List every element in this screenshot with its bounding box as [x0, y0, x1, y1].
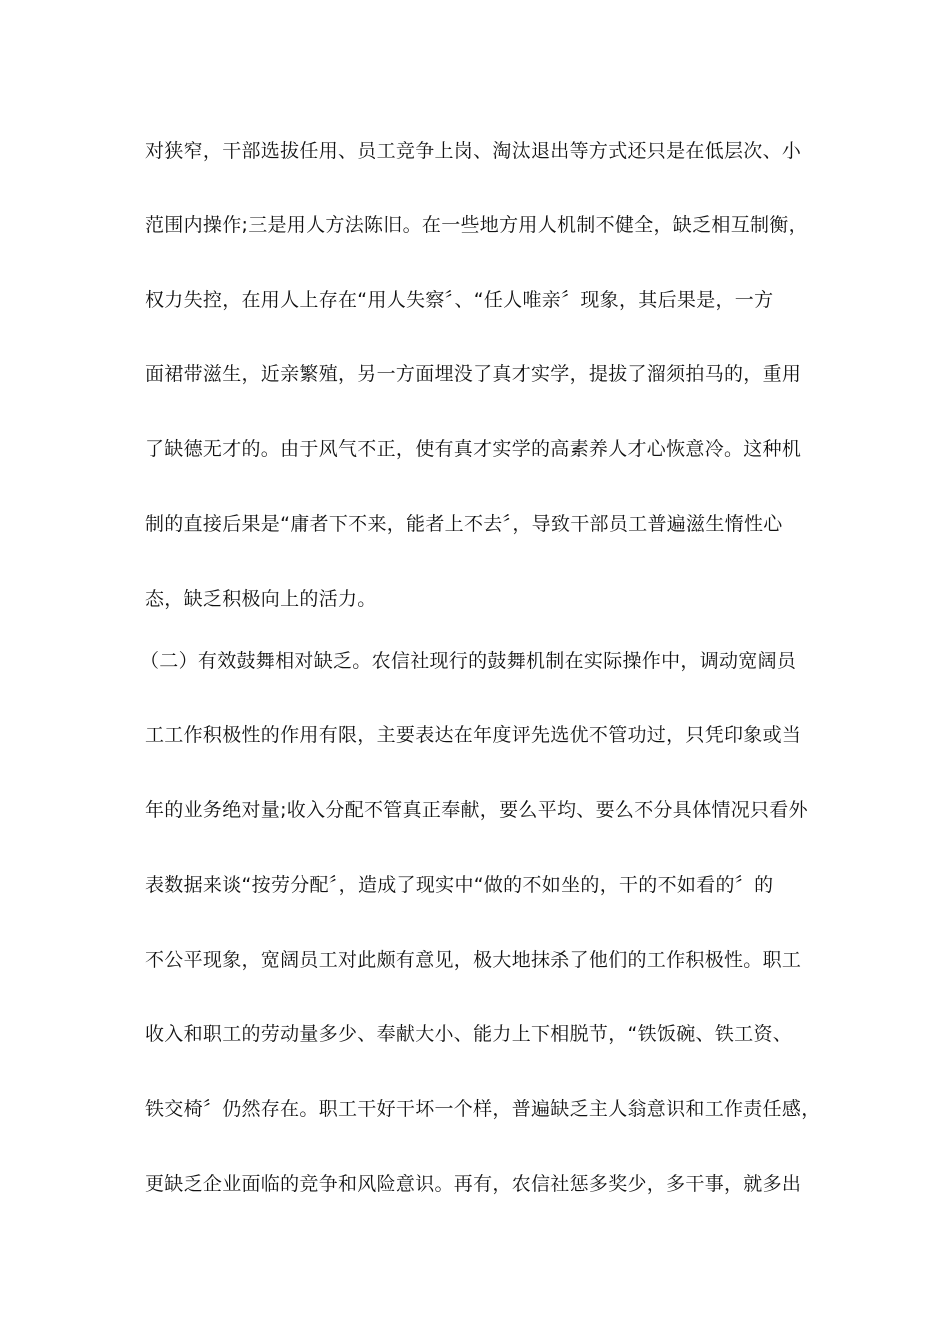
- text-line: 权力失控，在用人上存在“用人失察〞、“任人唯亲〞现象，其后果是，一方: [145, 289, 774, 311]
- text-line: 更缺乏企业面临的竞争和风险意识。再有，农信社惩多奖少，多干事，就多出: [145, 1173, 802, 1195]
- text-line: 对狭窄，干部选拔任用、员工竞争上岗、淘汰退出等方式还只是在低层次、小: [145, 140, 802, 162]
- text-line: 工工作积极性的作用有限，主要表达在年度评先选优不管功过，只凭印象或当: [145, 724, 802, 746]
- paragraph-heading-line: （二）有效鼓舞相对缺乏。农信社现行的鼓舞机制在实际操作中，调动宽阔员: [140, 650, 797, 672]
- text-line: 制的直接后果是“庸者下不来，能者上不去〞，导致干部员工普遍滋生惰性心: [145, 513, 783, 535]
- text-line: 面裙带滋生，近亲繁殖，另一方面埋没了真才实学，提拔了溜须拍马的，重用: [145, 363, 802, 385]
- text-line: 不公平现象，宽阔员工对此颇有意见，极大地抹杀了他们的工作积极性。职工: [145, 949, 802, 971]
- text-line: 了缺德无才的。由于风气不正，使有真才实学的高素养人才心恢意冷。这种机: [145, 438, 802, 460]
- text-line: 年的业务绝对量;收入分配不管真正奉献，要么平均、要么不分具体情况只看外: [145, 799, 808, 821]
- text-line: 铁交椅〞仍然存在。职工干好干坏一个样，普遍缺乏主人翁意识和工作责任感，: [145, 1098, 821, 1120]
- text-line: 态，缺乏积极向上的活力。: [145, 588, 377, 610]
- text-line: 收入和职工的劳动量多少、奉献大小、能力上下相脱节，“铁饭碗、铁工资、: [145, 1023, 793, 1045]
- text-line: 表数据来谈“按劳分配〞，造成了现实中“做的不如坐的，干的不如看的〞的: [145, 874, 774, 896]
- text-line: 范围内操作;三是用人方法陈旧。在一些地方用人机制不健全，缺乏相互制衡，: [145, 214, 808, 236]
